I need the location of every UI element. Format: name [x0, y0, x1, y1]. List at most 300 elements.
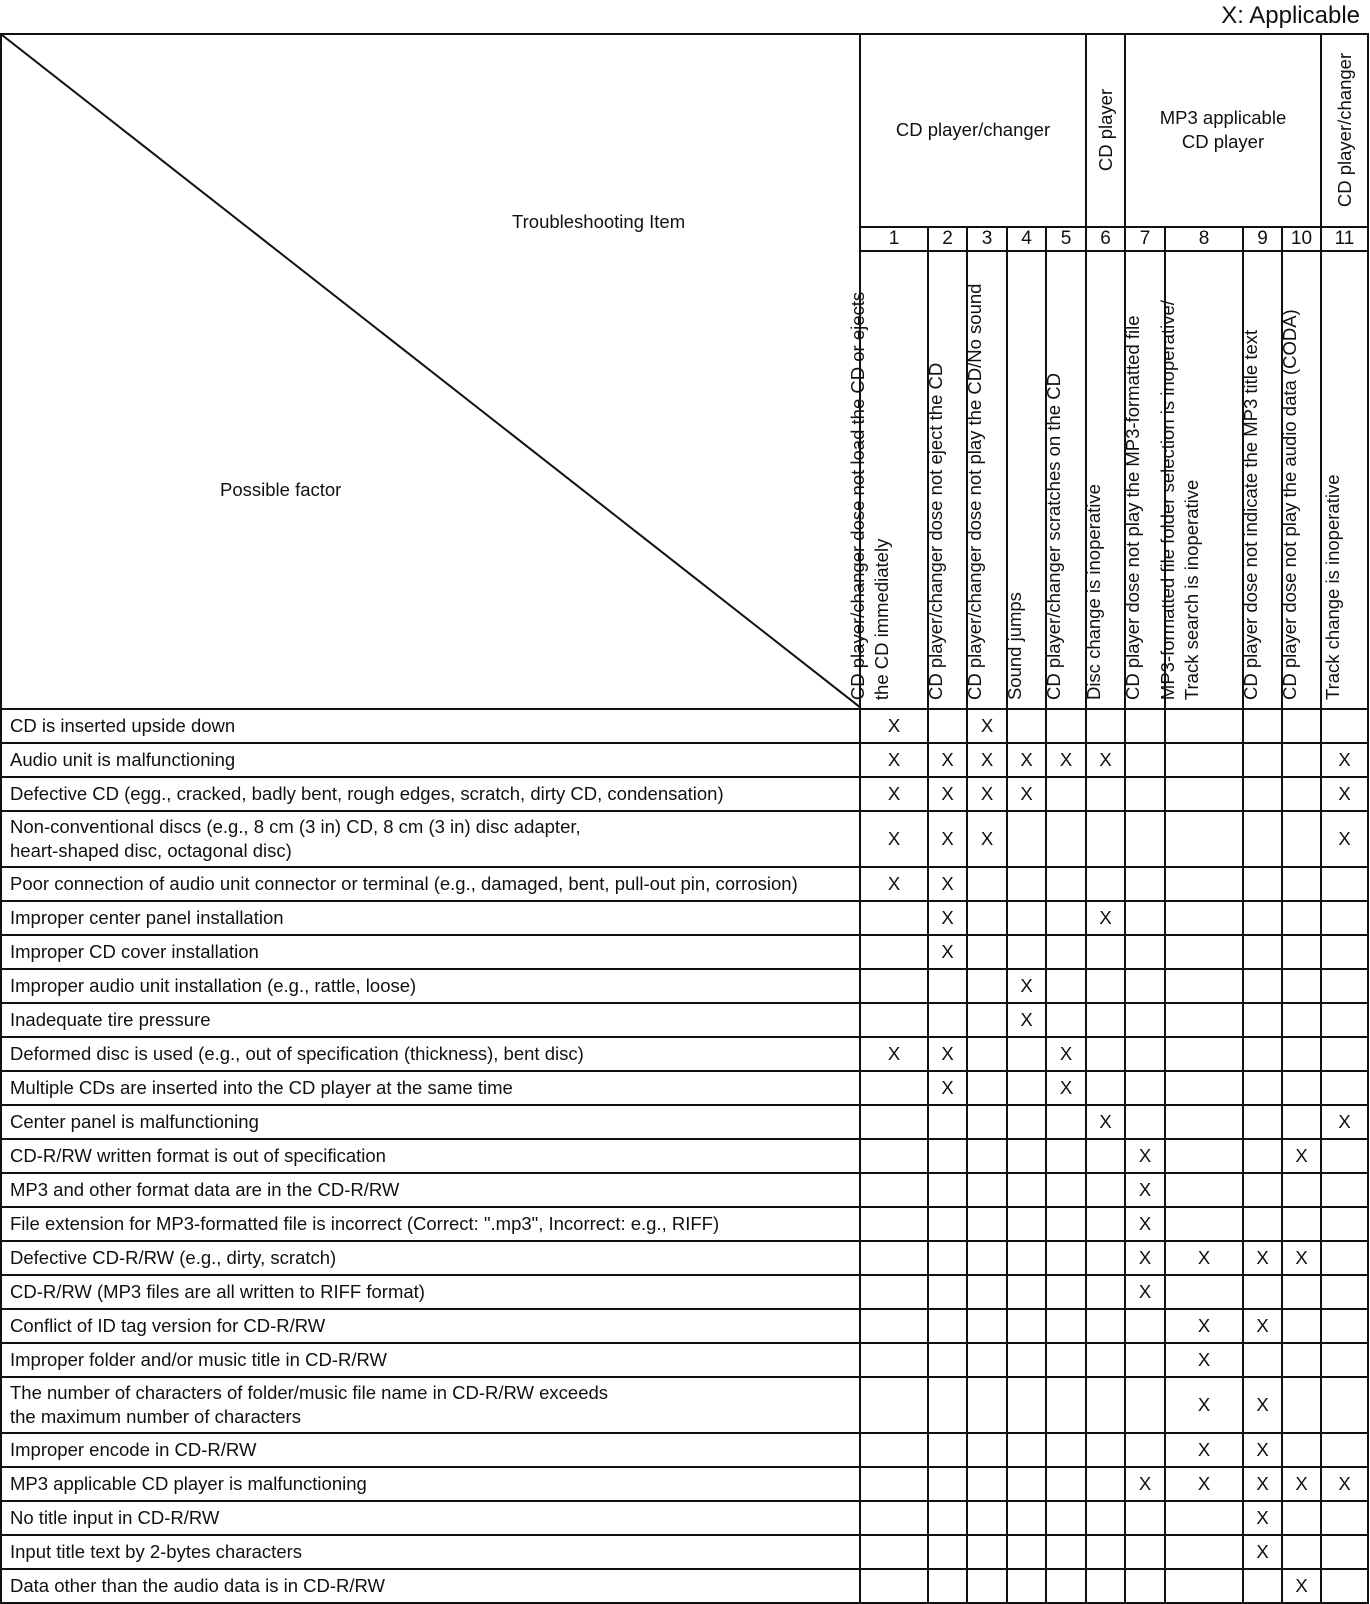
- item-description-text: Sound jumps: [1003, 592, 1025, 700]
- applicable-mark: [1007, 901, 1046, 935]
- diagonal-divider: [2, 35, 859, 708]
- applicable-mark: [860, 1003, 928, 1037]
- applicable-mark: [860, 1275, 928, 1309]
- applicable-mark: X: [1125, 1241, 1165, 1275]
- table-row: [1, 1535, 1368, 1569]
- applicable-mark: [1243, 1275, 1282, 1309]
- applicable-mark: X: [1086, 901, 1125, 935]
- applicable-mark: [967, 1569, 1007, 1603]
- applicable-mark: [928, 1105, 967, 1139]
- applicable-mark: [967, 1343, 1007, 1377]
- applicable-mark: [1243, 709, 1282, 743]
- applicable-mark: [1046, 1433, 1086, 1467]
- factor-label: Poor connection of audio unit connector or terminal (e.g., damaged, bent, pull-out pin, corrosion): [1, 867, 860, 901]
- applicable-mark: [1321, 1569, 1368, 1603]
- applicable-mark: [928, 1173, 967, 1207]
- item-description-text: Disc change is inoperative: [1082, 484, 1104, 700]
- table-row: [1, 1569, 1368, 1603]
- item-description-text: CD player/changer dose not eject the CD: [924, 362, 946, 700]
- group-header-mp3-cd-player: MP3 applicable CD player: [1125, 34, 1321, 227]
- applicable-mark: [1007, 1309, 1046, 1343]
- applicable-mark: X: [1046, 743, 1086, 777]
- applicable-mark: X: [1243, 1433, 1282, 1467]
- applicable-mark: [1086, 1309, 1125, 1343]
- applicable-mark: [1046, 709, 1086, 743]
- applicable-mark: [1321, 901, 1368, 935]
- applicable-mark: [1282, 867, 1321, 901]
- applicable-mark: [1321, 1501, 1368, 1535]
- applicable-mark: [1086, 1377, 1125, 1433]
- applicable-mark: [1046, 935, 1086, 969]
- applicable-mark: [928, 1309, 967, 1343]
- applicable-mark: [1243, 1037, 1282, 1071]
- applicable-mark: [928, 1467, 967, 1501]
- factor-label: Audio unit is malfunctioning: [1, 743, 860, 777]
- applicable-mark: X: [1165, 1343, 1243, 1377]
- applicable-mark: [1046, 1003, 1086, 1037]
- applicable-mark: [1321, 1173, 1368, 1207]
- factor-label: Inadequate tire pressure: [1, 1003, 860, 1037]
- applicable-mark: [1165, 969, 1243, 1003]
- item-number-3: 3: [967, 227, 1007, 251]
- item-number-5: 5: [1046, 227, 1086, 251]
- applicable-mark: [1125, 901, 1165, 935]
- applicable-mark: X: [1165, 1241, 1243, 1275]
- applicable-mark: [1086, 1207, 1125, 1241]
- factor-label: Center panel is malfunctioning: [1, 1105, 860, 1139]
- applicable-mark: [1086, 777, 1125, 811]
- applicable-mark: [967, 867, 1007, 901]
- applicable-mark: [1243, 1173, 1282, 1207]
- table-row: [1, 1037, 1368, 1071]
- applicable-mark: X: [1086, 743, 1125, 777]
- applicable-mark: [1086, 935, 1125, 969]
- applicable-mark: [1243, 1569, 1282, 1603]
- applicable-mark: [1165, 901, 1243, 935]
- applicable-mark: X: [1046, 1037, 1086, 1071]
- applicable-mark: [1086, 1501, 1125, 1535]
- factor-label: Conflict of ID tag version for CD-R/RW: [1, 1309, 860, 1343]
- applicable-mark: X: [1321, 1467, 1368, 1501]
- applicable-mark: [1086, 1139, 1125, 1173]
- applicable-mark: [1243, 777, 1282, 811]
- applicable-mark: [967, 1003, 1007, 1037]
- item-number-6: 6: [1086, 227, 1125, 251]
- applicable-mark: [1046, 811, 1086, 867]
- applicable-mark: X: [928, 935, 967, 969]
- applicable-mark: [1321, 1275, 1368, 1309]
- table-row: [1, 1433, 1368, 1467]
- table-row: [1, 1139, 1368, 1173]
- applicable-mark: [860, 901, 928, 935]
- applicable-mark: [1165, 811, 1243, 867]
- applicable-mark: [1125, 1569, 1165, 1603]
- applicable-mark: [928, 1207, 967, 1241]
- applicable-mark: [1086, 1037, 1125, 1071]
- applicable-mark: [1321, 709, 1368, 743]
- applicable-mark: [1046, 1343, 1086, 1377]
- applicable-mark: [1086, 1433, 1125, 1467]
- applicable-mark: [1165, 1173, 1243, 1207]
- applicable-mark: [1086, 1467, 1125, 1501]
- applicable-mark: X: [928, 901, 967, 935]
- applicable-mark: [1165, 1535, 1243, 1569]
- applicable-mark: [1321, 1377, 1368, 1433]
- factor-label: MP3 applicable CD player is malfunctioning: [1, 1467, 860, 1501]
- applicable-mark: [967, 1071, 1007, 1105]
- applicable-mark: X: [1165, 1377, 1243, 1433]
- applicable-mark: [1046, 777, 1086, 811]
- applicable-mark: [1243, 1071, 1282, 1105]
- applicable-mark: [1243, 1139, 1282, 1173]
- applicable-mark: [1282, 1105, 1321, 1139]
- applicable-mark: [1282, 1377, 1321, 1433]
- item-number-1: 1: [860, 227, 928, 251]
- applicable-mark: [1046, 1377, 1086, 1433]
- applicable-mark: [860, 1071, 928, 1105]
- item-description-9: [1239, 251, 1282, 709]
- applicable-mark: [967, 1309, 1007, 1343]
- applicable-mark: [860, 1501, 928, 1535]
- table-row: [1, 1003, 1368, 1037]
- applicable-mark: [1165, 1207, 1243, 1241]
- applicable-mark: [1243, 969, 1282, 1003]
- applicable-mark: [1321, 1139, 1368, 1173]
- applicable-mark: [1282, 1275, 1321, 1309]
- applicable-mark: [1165, 1071, 1243, 1105]
- applicable-mark: [860, 1377, 928, 1433]
- applicable-mark: [1243, 1105, 1282, 1139]
- table-row: [1, 811, 1368, 867]
- applicable-mark: X: [1125, 1467, 1165, 1501]
- table-row: [1, 935, 1368, 969]
- applicable-mark: X: [860, 811, 928, 867]
- applicable-mark: X: [928, 1071, 967, 1105]
- applicable-mark: [1125, 969, 1165, 1003]
- table-row: [1, 743, 1368, 777]
- applicable-mark: [1007, 867, 1046, 901]
- applicable-mark: [1086, 1535, 1125, 1569]
- applicable-mark: [1165, 1569, 1243, 1603]
- factor-label: Improper encode in CD-R/RW: [1, 1433, 860, 1467]
- item-description-text: CD player dose not play the audio data (CODA): [1278, 309, 1300, 700]
- table-row: [1, 777, 1368, 811]
- factor-label: CD-R/RW written format is out of specification: [1, 1139, 860, 1173]
- table-row: [1, 867, 1368, 901]
- applicable-mark: [1007, 1433, 1046, 1467]
- applicable-mark: X: [1243, 1535, 1282, 1569]
- applicable-mark: X: [1007, 1003, 1046, 1037]
- applicable-mark: [967, 1037, 1007, 1071]
- applicable-mark: X: [1046, 1071, 1086, 1105]
- factor-label: Improper CD cover installation: [1, 935, 860, 969]
- applicable-mark: [1046, 1105, 1086, 1139]
- table-row: [1, 1343, 1368, 1377]
- applicable-mark: X: [1125, 1275, 1165, 1309]
- applicable-mark: [1086, 1275, 1125, 1309]
- applicable-mark: [1321, 1535, 1368, 1569]
- item-description-3: [963, 251, 1007, 709]
- applicable-mark: [1086, 1071, 1125, 1105]
- applicable-mark: X: [1165, 1433, 1243, 1467]
- factor-label: The number of characters of folder/music file name in CD-R/RW exceeds the maximum number of characters: [1, 1377, 860, 1433]
- applicable-mark: [1282, 811, 1321, 867]
- applicable-mark: X: [1125, 1173, 1165, 1207]
- item-description-text: CD player/changer dose not play the CD/No sound: [963, 283, 985, 700]
- applicable-mark: X: [967, 777, 1007, 811]
- factor-label: CD is inserted upside down: [1, 709, 860, 743]
- applicable-mark: [1243, 1343, 1282, 1377]
- applicable-mark: [1125, 1535, 1165, 1569]
- applicable-mark: [1165, 1139, 1243, 1173]
- applicable-mark: [1086, 811, 1125, 867]
- applicable-mark: [1165, 935, 1243, 969]
- applicable-mark: [1125, 709, 1165, 743]
- applicable-mark: X: [1243, 1501, 1282, 1535]
- item-description-text: CD player/changer dose not load the CD or ejects the CD immediately: [846, 291, 892, 700]
- applicable-mark: X: [1165, 1467, 1243, 1501]
- applicable-mark: [860, 1309, 928, 1343]
- applicable-mark: X: [1007, 969, 1046, 1003]
- item-description-11: [1321, 251, 1368, 709]
- item-description-text: CD player dose not indicate the MP3 title text: [1239, 329, 1261, 700]
- applicable-mark: [860, 935, 928, 969]
- factor-label: Improper folder and/or music title in CD-R/RW: [1, 1343, 860, 1377]
- applicable-mark: [1321, 1071, 1368, 1105]
- applicable-mark: [1243, 1207, 1282, 1241]
- item-number-11: 11: [1321, 227, 1368, 251]
- table-row: [1, 1275, 1368, 1309]
- applicable-mark: X: [860, 1037, 928, 1071]
- applicable-mark: [1086, 1003, 1125, 1037]
- applicable-mark: X: [1125, 1207, 1165, 1241]
- factor-label: Data other than the audio data is in CD-R/RW: [1, 1569, 860, 1603]
- applicable-mark: [1007, 1139, 1046, 1173]
- applicable-mark: [1046, 969, 1086, 1003]
- table-row: [1, 1173, 1368, 1207]
- applicable-mark: [967, 1105, 1007, 1139]
- applicable-mark: [1046, 867, 1086, 901]
- applicable-mark: X: [1007, 777, 1046, 811]
- applicable-mark: X: [1282, 1241, 1321, 1275]
- applicable-mark: X: [1321, 743, 1368, 777]
- applicable-mark: [1243, 1003, 1282, 1037]
- item-description-5: [1042, 251, 1086, 709]
- applicable-mark: [928, 709, 967, 743]
- applicable-mark: X: [967, 709, 1007, 743]
- applicable-mark: [1321, 935, 1368, 969]
- item-description-4: [1003, 251, 1046, 709]
- applicable-mark: [1321, 1003, 1368, 1037]
- applicable-mark: X: [860, 709, 928, 743]
- applicable-mark: [1165, 1003, 1243, 1037]
- applicable-mark: [1321, 867, 1368, 901]
- table-row: [1, 1467, 1368, 1501]
- applicable-mark: [1086, 1241, 1125, 1275]
- applicable-mark: [967, 1139, 1007, 1173]
- item-number-8: 8: [1165, 227, 1243, 251]
- applicable-mark: [1243, 901, 1282, 935]
- applicable-mark: [1125, 935, 1165, 969]
- item-number-4: 4: [1007, 227, 1046, 251]
- applicable-mark: [1007, 1467, 1046, 1501]
- item-description-10: [1278, 251, 1321, 709]
- applicable-mark: [1086, 1343, 1125, 1377]
- applicable-mark: [1282, 1343, 1321, 1377]
- item-description-text: CD player dose not play the MP3-formatted file: [1121, 315, 1143, 700]
- item-description-6: [1082, 251, 1125, 709]
- header-corner-cell: [1, 34, 860, 709]
- applicable-mark: [1046, 1535, 1086, 1569]
- applicable-mark: [1007, 1275, 1046, 1309]
- applicable-mark: [1125, 867, 1165, 901]
- applicable-mark: [1007, 811, 1046, 867]
- applicable-mark: [1125, 1343, 1165, 1377]
- applicable-mark: [1165, 1275, 1243, 1309]
- applicable-mark: [1125, 1309, 1165, 1343]
- applicable-mark: [1086, 867, 1125, 901]
- applicable-mark: [967, 1173, 1007, 1207]
- applicable-mark: X: [860, 867, 928, 901]
- applicable-mark: X: [1165, 1309, 1243, 1343]
- applicable-mark: [1243, 811, 1282, 867]
- factor-label: Improper audio unit installation (e.g., rattle, loose): [1, 969, 860, 1003]
- applicable-mark: [1165, 743, 1243, 777]
- applicable-mark: X: [1243, 1241, 1282, 1275]
- applicable-mark: [928, 1433, 967, 1467]
- applicable-mark: [1007, 709, 1046, 743]
- applicable-mark: [1046, 1569, 1086, 1603]
- applicable-mark: X: [860, 743, 928, 777]
- applicable-mark: [860, 1535, 928, 1569]
- factor-label: Multiple CDs are inserted into the CD player at the same time: [1, 1071, 860, 1105]
- applicable-mark: [928, 1377, 967, 1433]
- group-header-cd-player-changer-2: CD player/changer: [1321, 34, 1368, 227]
- table-row: [1, 1241, 1368, 1275]
- applicable-mark: [1243, 743, 1282, 777]
- applicable-mark: X: [967, 743, 1007, 777]
- applicable-mark: [1007, 1535, 1046, 1569]
- applicable-mark: [1046, 1309, 1086, 1343]
- applicable-mark: [928, 1241, 967, 1275]
- applicable-mark: [967, 1207, 1007, 1241]
- applicable-mark: [1321, 1207, 1368, 1241]
- item-number-9: 9: [1243, 227, 1282, 251]
- item-number-10: 10: [1282, 227, 1321, 251]
- applicable-mark: [1007, 1569, 1046, 1603]
- factor-label: CD-R/RW (MP3 files are all written to RIFF format): [1, 1275, 860, 1309]
- item-description-text: MP3-formatted file folder selection is inoperative/ Track search is inoperative: [1156, 300, 1202, 700]
- item-description-8: [1156, 251, 1243, 709]
- applicable-mark: X: [1243, 1467, 1282, 1501]
- table-row: [1, 1071, 1368, 1105]
- applicable-mark: [1165, 709, 1243, 743]
- applicable-mark: X: [928, 743, 967, 777]
- applicable-mark: [860, 1207, 928, 1241]
- troubleshooting-item-label: Troubleshooting Item: [512, 211, 686, 232]
- factor-label: Improper center panel installation: [1, 901, 860, 935]
- applicable-mark: X: [1282, 1467, 1321, 1501]
- factor-label: MP3 and other format data are in the CD-R/RW: [1, 1173, 860, 1207]
- applicable-mark: X: [1321, 811, 1368, 867]
- item-description-2: [924, 251, 967, 709]
- applicable-mark: [928, 1003, 967, 1037]
- applicable-mark: X: [860, 777, 928, 811]
- factor-label: Non-conventional discs (e.g., 8 cm (3 in) CD, 8 cm (3 in) disc adapter, heart-shaped disc, octagonal disc): [1, 811, 860, 867]
- item-number-7: 7: [1125, 227, 1165, 251]
- applicable-mark: [1007, 1071, 1046, 1105]
- applicable-mark: [860, 969, 928, 1003]
- group-header-cd-player: CD player: [1086, 34, 1125, 227]
- group-header-cd-player-changer: CD player/changer: [860, 34, 1086, 227]
- applicable-mark: [1086, 1569, 1125, 1603]
- applicable-mark: [1007, 1501, 1046, 1535]
- factor-label: Input title text by 2-bytes characters: [1, 1535, 860, 1569]
- applicable-mark: [1282, 743, 1321, 777]
- applicable-mark: [1086, 1173, 1125, 1207]
- applicable-mark: [1282, 901, 1321, 935]
- applicable-mark: [1125, 1501, 1165, 1535]
- applicable-mark: [967, 935, 1007, 969]
- applicable-mark: [1125, 777, 1165, 811]
- applicable-mark: [1165, 867, 1243, 901]
- applicable-mark: [928, 1275, 967, 1309]
- applicable-mark: [1321, 969, 1368, 1003]
- applicable-mark: [967, 1241, 1007, 1275]
- applicable-mark: [1046, 1139, 1086, 1173]
- applicable-mark: [860, 1139, 928, 1173]
- applicable-mark: [928, 1139, 967, 1173]
- applicable-mark: [928, 1501, 967, 1535]
- applicable-mark: [967, 901, 1007, 935]
- applicable-mark: [1282, 935, 1321, 969]
- applicable-mark: [860, 1569, 928, 1603]
- applicable-mark: [1282, 1501, 1321, 1535]
- applicable-mark: X: [928, 867, 967, 901]
- applicable-mark: [1282, 1309, 1321, 1343]
- applicable-mark: [967, 1467, 1007, 1501]
- applicable-mark: X: [1321, 1105, 1368, 1139]
- applicable-mark: [1046, 1207, 1086, 1241]
- factor-label: Defective CD (egg., cracked, badly bent, rough edges, scratch, dirty CD, condensation): [1, 777, 860, 811]
- table-row: [1, 1501, 1368, 1535]
- applicable-mark: [1046, 1275, 1086, 1309]
- item-number-2: 2: [928, 227, 967, 251]
- applicable-mark: [1282, 777, 1321, 811]
- applicable-mark: [1125, 1037, 1165, 1071]
- applicable-mark: [1046, 1173, 1086, 1207]
- applicable-mark: [1321, 1309, 1368, 1343]
- applicable-mark: [1007, 1343, 1046, 1377]
- applicable-mark: [1046, 1467, 1086, 1501]
- table-row: [1, 709, 1368, 743]
- applicable-mark: X: [1282, 1569, 1321, 1603]
- applicable-mark: [1007, 1377, 1046, 1433]
- factor-label: Defective CD-R/RW (e.g., dirty, scratch): [1, 1241, 860, 1275]
- applicable-mark: [1086, 709, 1125, 743]
- applicable-mark: [928, 969, 967, 1003]
- factor-label: No title input in CD-R/RW: [1, 1501, 860, 1535]
- applicable-mark: [1282, 969, 1321, 1003]
- applicable-mark: [967, 1535, 1007, 1569]
- legend-applicable: X: Applicable: [1221, 2, 1360, 29]
- applicable-mark: [1007, 1207, 1046, 1241]
- table-row: [1, 1309, 1368, 1343]
- applicable-mark: [1007, 935, 1046, 969]
- applicable-mark: [1125, 1003, 1165, 1037]
- factor-label: File extension for MP3-formatted file is incorrect (Correct: ".mp3", Incorrect: e.g., RIFF): [1, 1207, 860, 1241]
- applicable-mark: [1086, 969, 1125, 1003]
